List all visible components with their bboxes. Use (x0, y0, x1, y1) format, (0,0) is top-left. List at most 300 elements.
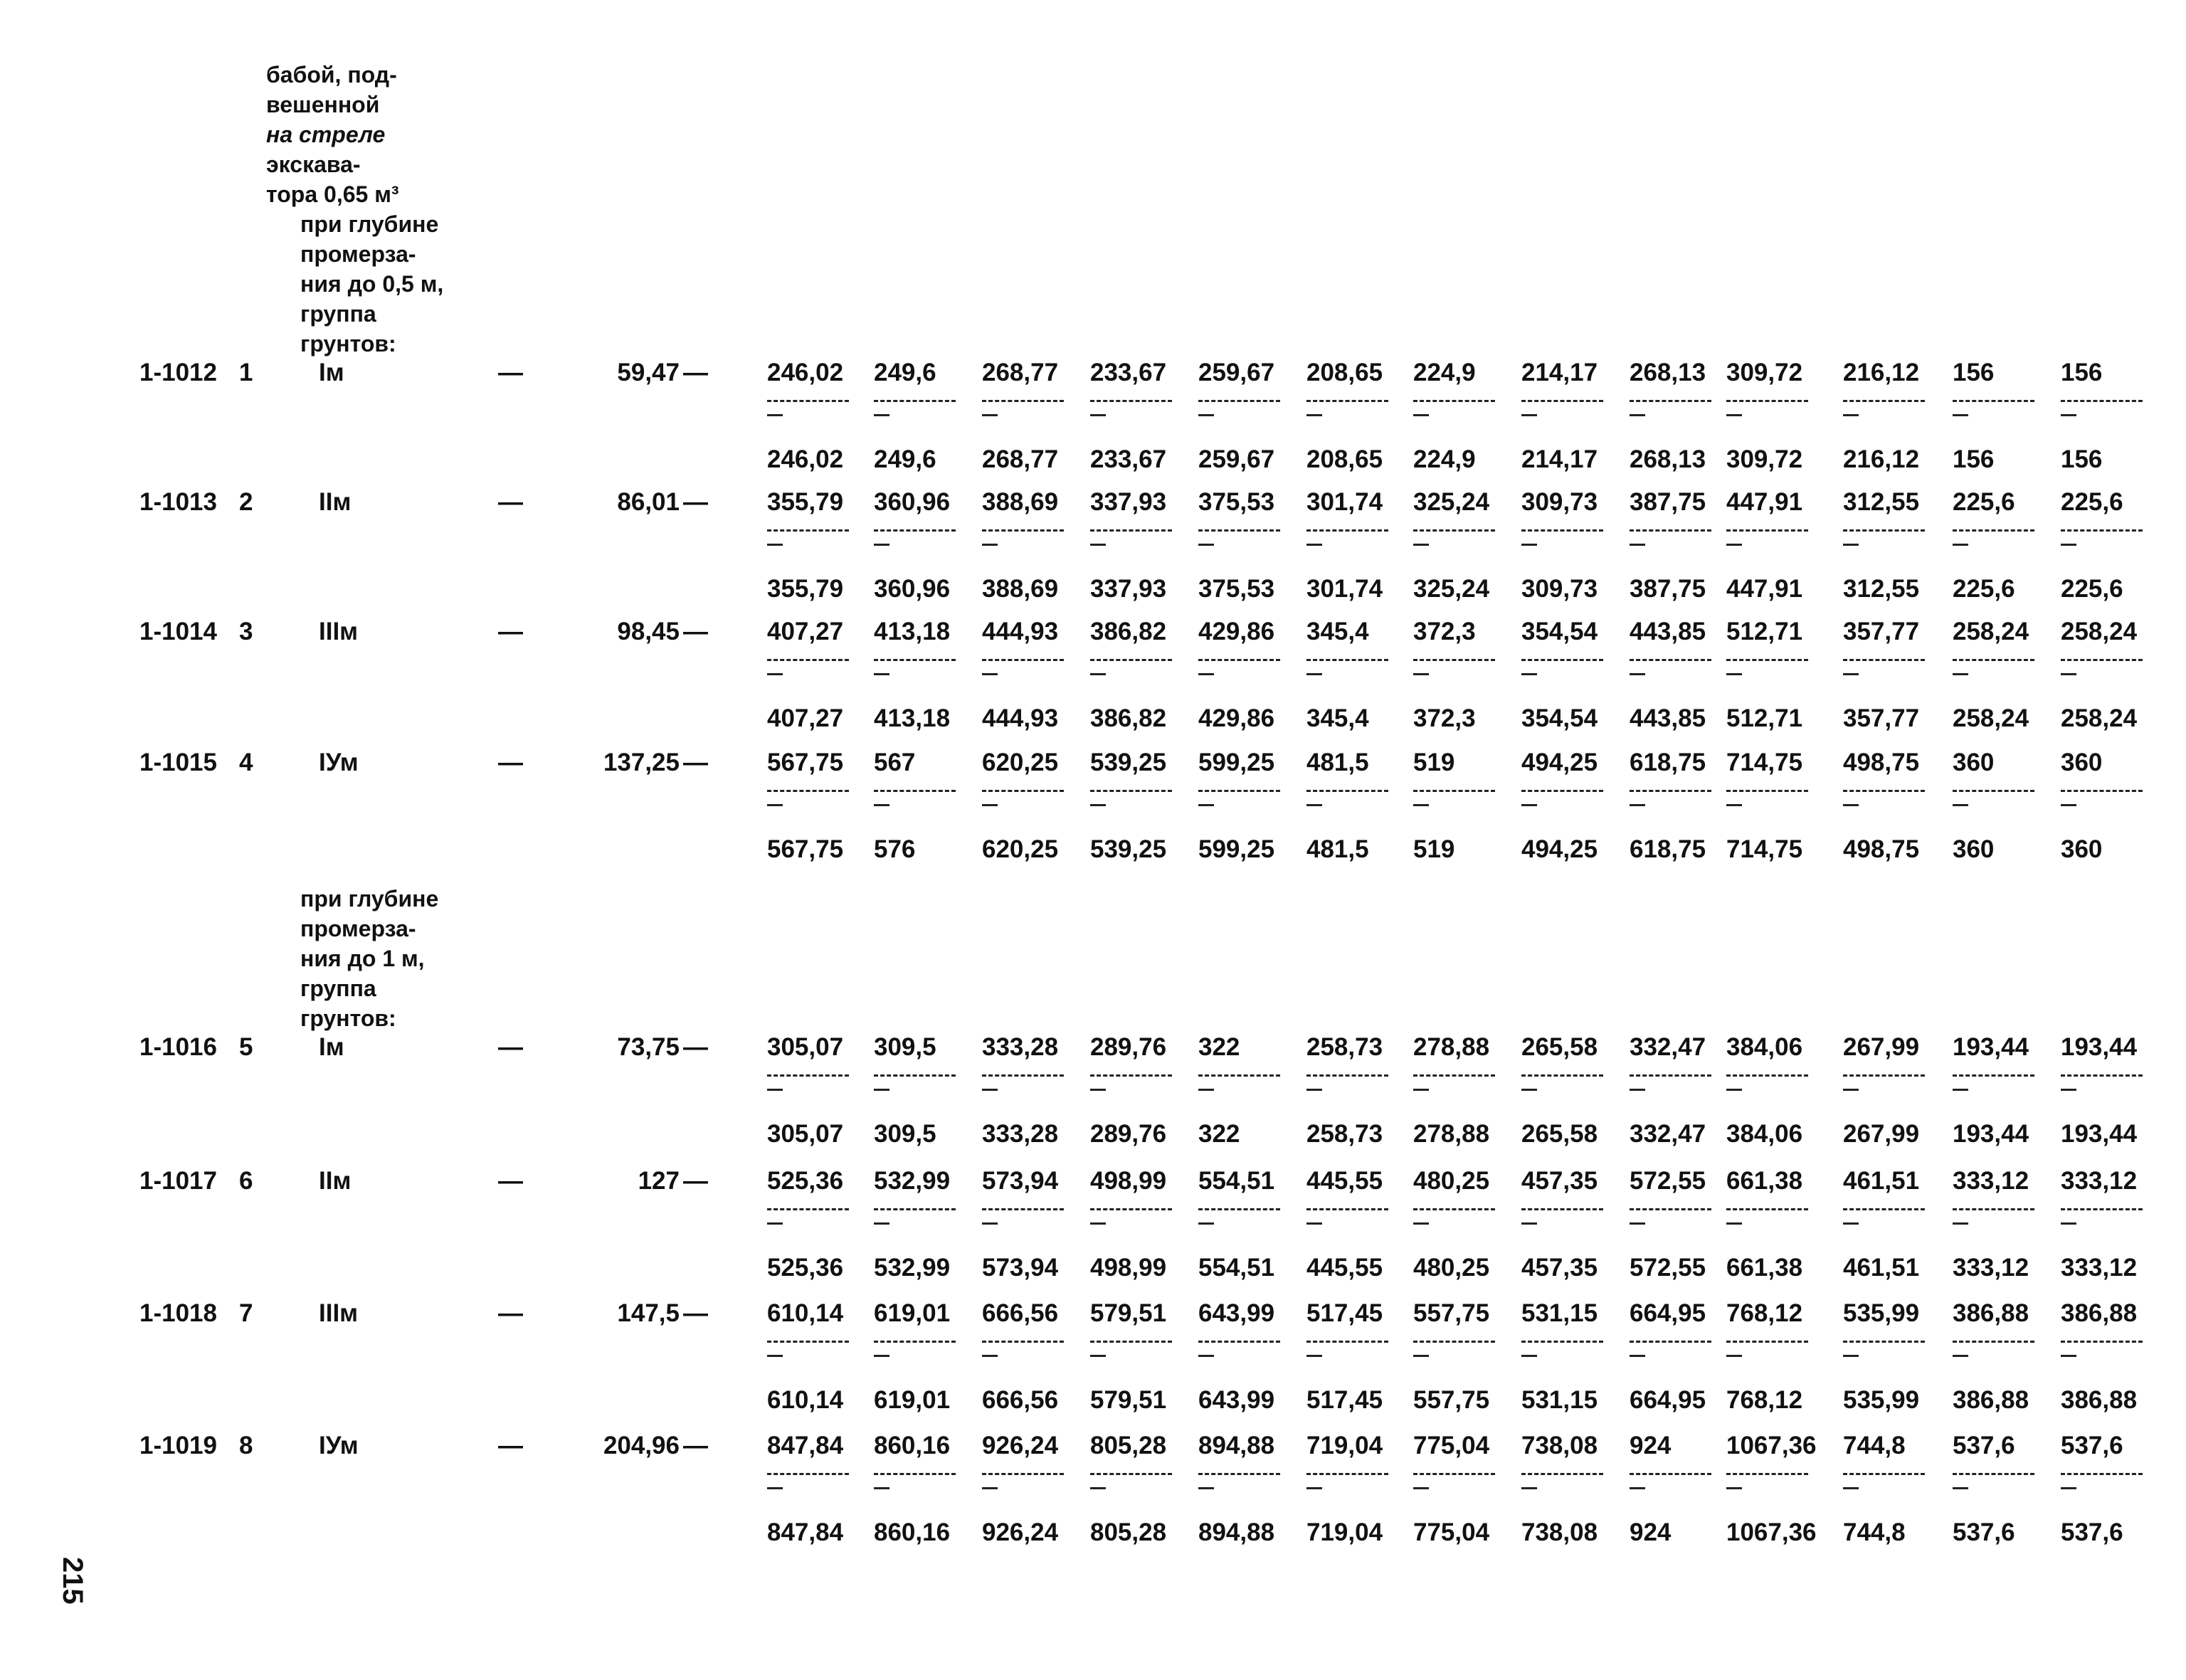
value-cell (982, 1299, 1082, 1435)
fraction-line (982, 1473, 1064, 1475)
cell-numerator: 225,6 (2061, 488, 2123, 516)
cell-numerator: 309,5 (874, 1033, 936, 1061)
cell-numerator: 457,35 (1521, 1167, 1598, 1195)
value-cell (1843, 1299, 1943, 1435)
fraction-line (982, 1074, 1064, 1077)
soil-group: IIIм (319, 618, 359, 645)
fraction-line (1843, 790, 1925, 792)
fraction-line (1413, 1074, 1495, 1077)
value-cell (1521, 749, 1621, 884)
cell-denominator: 539,25 (1090, 835, 1167, 863)
dash-mark (2061, 1222, 2076, 1225)
dash-mark (1413, 1089, 1429, 1091)
dash-mark (874, 1355, 889, 1357)
fraction-line (2061, 1074, 2143, 1077)
cell-denominator: 643,99 (1198, 1386, 1275, 1414)
cell-denominator: 457,35 (1521, 1254, 1598, 1282)
value-cell (767, 1432, 867, 1567)
cell-denominator: 156 (2061, 445, 2103, 473)
cell-denominator: 258,24 (1953, 704, 2029, 732)
value-cell (1953, 1033, 2052, 1168)
cell-numerator: 407,27 (767, 618, 844, 645)
value-cell (767, 1033, 867, 1168)
cell-denominator: 537,6 (2061, 1518, 2123, 1546)
row-dash: — (498, 1167, 523, 1195)
dash-mark (1090, 544, 1106, 546)
cell-numerator: 924 (1630, 1432, 1672, 1459)
fraction-line (767, 529, 849, 532)
row-dash: — (683, 1299, 708, 1327)
dash-mark (2061, 804, 2076, 806)
table-row (0, 1033, 2186, 1168)
row-dash: — (498, 488, 523, 516)
cell-denominator: 233,67 (1090, 445, 1167, 473)
fraction-line (874, 529, 956, 532)
fraction-line (1413, 400, 1495, 402)
fraction-line (1198, 1208, 1280, 1210)
dash-mark (1306, 544, 1322, 546)
cell-denominator: 666,56 (982, 1386, 1059, 1414)
fraction-line (1090, 1074, 1172, 1077)
cell-denominator: 567,75 (767, 835, 844, 863)
value-cell (1306, 1167, 1406, 1302)
cell-numerator: 193,44 (2061, 1033, 2138, 1061)
cell-numerator: 249,6 (874, 359, 936, 386)
fraction-line (1198, 1074, 1280, 1077)
cell-denominator: 517,45 (1306, 1386, 1383, 1414)
fraction-line (1843, 400, 1925, 402)
fraction-line (874, 790, 956, 792)
row-number: 6 (239, 1167, 253, 1195)
dash-mark (1198, 1487, 1214, 1489)
value-cell (1521, 1299, 1621, 1435)
cell-denominator: 860,16 (874, 1518, 951, 1546)
cell-denominator: 525,36 (767, 1254, 844, 1282)
cell-numerator: 386,88 (1953, 1299, 2029, 1327)
soil-group: Iм (319, 359, 344, 386)
fraction-line (982, 659, 1064, 661)
value-cell (1198, 1432, 1298, 1567)
value-cell (1090, 618, 1190, 753)
value-cell (1521, 1432, 1621, 1567)
cell-denominator: 557,75 (1413, 1386, 1490, 1414)
cell-denominator: 847,84 (767, 1518, 844, 1546)
value-cell (2061, 749, 2160, 884)
dash-mark (1198, 414, 1214, 416)
cell-numerator: 539,25 (1090, 749, 1167, 776)
cell-denominator: 354,54 (1521, 704, 1598, 732)
header-line: на стреле (266, 122, 386, 147)
section-line: группа (300, 976, 376, 1001)
fraction-line (1630, 1341, 1711, 1343)
fraction-line (1521, 1074, 1603, 1077)
row-dash: — (683, 749, 708, 776)
header-line: тора 0,65 м³ (266, 181, 399, 207)
cell-numerator: 532,99 (874, 1167, 951, 1195)
dash-mark (1198, 544, 1214, 546)
soil-group: IУм (319, 1432, 359, 1459)
dash-mark (1521, 1355, 1537, 1357)
section-heading-0-5m (300, 209, 443, 359)
cell-numerator: 337,93 (1090, 488, 1167, 516)
dash-mark (1630, 1487, 1645, 1489)
dash-mark (874, 414, 889, 416)
dash-mark (982, 804, 998, 806)
cell-denominator: 719,04 (1306, 1518, 1383, 1546)
fraction-line (1726, 400, 1808, 402)
dash-mark (1090, 1222, 1106, 1225)
fraction-line (1843, 1208, 1925, 1210)
cell-numerator: 498,99 (1090, 1167, 1167, 1195)
cell-denominator: 445,55 (1306, 1254, 1383, 1282)
cell-numerator: 666,56 (982, 1299, 1059, 1327)
dash-mark (1630, 544, 1645, 546)
cell-numerator: 525,36 (767, 1167, 844, 1195)
value-cell (767, 1167, 867, 1302)
cell-numerator: 388,69 (982, 488, 1059, 516)
fraction-line (1306, 790, 1388, 792)
value-cell (1843, 749, 1943, 884)
fraction-line (1413, 790, 1495, 792)
cell-denominator: 576 (874, 835, 916, 863)
fraction-line (874, 1208, 956, 1210)
row-dash: — (498, 359, 523, 386)
dash-mark (1953, 1487, 1968, 1489)
cell-denominator: 775,04 (1413, 1518, 1490, 1546)
cell-numerator: 345,4 (1306, 618, 1369, 645)
cell-numerator: 267,99 (1843, 1033, 1920, 1061)
section-line: грунтов: (300, 1005, 396, 1031)
value-cell (1306, 1033, 1406, 1168)
cell-denominator: 156 (1953, 445, 1995, 473)
value-cell (1306, 488, 1406, 623)
dash-mark (1843, 1355, 1859, 1357)
value-cell (1090, 1033, 1190, 1168)
fraction-line (1521, 400, 1603, 402)
dash-mark (1413, 804, 1429, 806)
dash-mark (1726, 804, 1742, 806)
value-cell (1726, 1299, 1826, 1435)
fraction-line (1198, 400, 1280, 402)
cell-denominator: 357,77 (1843, 704, 1920, 732)
fraction-line (1198, 1341, 1280, 1343)
fraction-line (1521, 529, 1603, 532)
cell-denominator: 259,67 (1198, 445, 1275, 473)
dash-mark (1953, 414, 1968, 416)
cell-numerator: 567 (874, 749, 916, 776)
row-dash: — (683, 618, 708, 645)
cell-numerator: 480,25 (1413, 1167, 1490, 1195)
cell-denominator: 924 (1630, 1518, 1672, 1546)
table-row (0, 359, 2186, 494)
dash-mark (1953, 804, 1968, 806)
cell-denominator: 309,5 (874, 1120, 936, 1148)
value-cell (1630, 749, 1729, 884)
fraction-line (982, 400, 1064, 402)
cell-denominator: 535,99 (1843, 1386, 1920, 1414)
cell-denominator: 519 (1413, 835, 1455, 863)
cell-denominator: 268,77 (982, 445, 1059, 473)
dash-mark (1090, 1089, 1106, 1091)
page-number: 215 (57, 1557, 88, 1605)
fraction-line (1843, 1074, 1925, 1077)
cell-denominator: 345,4 (1306, 704, 1369, 732)
dash-mark (1306, 1487, 1322, 1489)
dash-mark (1953, 1355, 1968, 1357)
cell-numerator: 579,51 (1090, 1299, 1167, 1327)
cell-denominator: 498,75 (1843, 835, 1920, 863)
table-row (0, 1299, 2186, 1435)
dash-mark (1413, 544, 1429, 546)
cell-numerator: 519 (1413, 749, 1455, 776)
cell-denominator: 664,95 (1630, 1386, 1706, 1414)
cell-numerator: 512,71 (1726, 618, 1803, 645)
value-cell (982, 488, 1082, 623)
cell-denominator: 333,28 (982, 1120, 1059, 1148)
cell-numerator: 620,25 (982, 749, 1059, 776)
cell-numerator: 360 (1953, 749, 1995, 776)
value-cell (1630, 1432, 1729, 1567)
dash-mark (982, 673, 998, 675)
value-cell (1953, 1432, 2052, 1567)
row-dash: — (683, 1167, 708, 1195)
value-cell (1198, 749, 1298, 884)
cell-denominator: 224,9 (1413, 445, 1476, 473)
value-cell (1413, 1167, 1513, 1302)
cell-denominator: 267,99 (1843, 1120, 1920, 1148)
cell-numerator: 333,28 (982, 1033, 1059, 1061)
value-cell (767, 749, 867, 884)
cell-denominator: 386,82 (1090, 704, 1167, 732)
dash-mark (1953, 1222, 1968, 1225)
value-cell (1521, 488, 1621, 623)
dash-mark (1630, 804, 1645, 806)
cell-numerator: 610,14 (767, 1299, 844, 1327)
cell-numerator: 258,73 (1306, 1033, 1383, 1061)
cell-denominator: 498,99 (1090, 1254, 1167, 1282)
cell-denominator: 278,88 (1413, 1120, 1490, 1148)
section-line: промерза- (300, 241, 416, 267)
row-number: 1 (239, 359, 253, 386)
value-cell (874, 1033, 973, 1168)
dash-mark (1521, 414, 1537, 416)
value-cell (1521, 1033, 1621, 1168)
cell-denominator: 360 (1953, 835, 1995, 863)
cell-denominator: 1067,36 (1726, 1518, 1817, 1546)
cell-denominator: 619,01 (874, 1386, 951, 1414)
value-cell (1090, 359, 1190, 494)
fraction-line (1726, 1473, 1808, 1475)
cell-denominator: 443,85 (1630, 704, 1706, 732)
cell-numerator: 599,25 (1198, 749, 1275, 776)
dash-mark (1521, 1089, 1537, 1091)
header-line: экскава- (266, 152, 361, 177)
value-cell (1843, 1432, 1943, 1567)
dash-mark (1630, 1222, 1645, 1225)
dash-mark (1090, 1487, 1106, 1489)
table-row (0, 618, 2186, 753)
fraction-line (767, 1074, 849, 1077)
dash-mark (1843, 804, 1859, 806)
cell-denominator: 325,24 (1413, 575, 1490, 603)
cell-denominator: 375,53 (1198, 575, 1275, 603)
cell-numerator: 926,24 (982, 1432, 1059, 1459)
section-line: грунтов: (300, 331, 396, 356)
cell-numerator: 643,99 (1198, 1299, 1275, 1327)
cell-denominator: 537,6 (1953, 1518, 2015, 1546)
dash-mark (1090, 1355, 1106, 1357)
value-cell (1953, 359, 2052, 494)
dash-mark (1198, 1355, 1214, 1357)
base-value: 204,96 (603, 1432, 680, 1459)
fraction-line (1413, 1341, 1495, 1343)
value-cell (1090, 1299, 1190, 1435)
cell-numerator: 325,24 (1413, 488, 1490, 516)
cell-denominator: 268,13 (1630, 445, 1706, 473)
value-cell (982, 1167, 1082, 1302)
fraction-line (1843, 529, 1925, 532)
cell-numerator: 618,75 (1630, 749, 1706, 776)
value-cell (982, 1432, 1082, 1567)
dash-mark (1953, 544, 1968, 546)
fraction-line (1953, 1341, 2034, 1343)
cell-numerator: 333,12 (1953, 1167, 2029, 1195)
fraction-line (1521, 1473, 1603, 1475)
base-value: 147,5 (617, 1299, 680, 1327)
fraction-line (1090, 1208, 1172, 1210)
value-cell (1521, 359, 1621, 494)
cell-numerator: 386,88 (2061, 1299, 2138, 1327)
cell-numerator: 268,13 (1630, 359, 1706, 386)
value-cell (1198, 1299, 1298, 1435)
base-value: 127 (638, 1167, 680, 1195)
dash-mark (1726, 1487, 1742, 1489)
value-cell (874, 618, 973, 753)
fraction-line (1521, 790, 1603, 792)
dash-mark (1521, 1222, 1537, 1225)
cell-numerator: 214,17 (1521, 359, 1598, 386)
fraction-line (1198, 529, 1280, 532)
fraction-line (1521, 1208, 1603, 1210)
dash-mark (2061, 1355, 2076, 1357)
fraction-line (2061, 790, 2143, 792)
dash-mark (1306, 1089, 1322, 1091)
value-cell (1726, 1033, 1826, 1168)
cell-denominator: 225,6 (1953, 575, 2015, 603)
value-cell (1953, 1167, 2052, 1302)
row-number: 2 (239, 488, 253, 516)
value-cell (874, 1299, 973, 1435)
cell-numerator: 216,12 (1843, 359, 1920, 386)
fraction-line (1726, 790, 1808, 792)
value-cell (1198, 488, 1298, 623)
cell-numerator: 768,12 (1726, 1299, 1803, 1327)
value-cell (767, 1299, 867, 1435)
cell-denominator: 620,25 (982, 835, 1059, 863)
fraction-line (1306, 1341, 1388, 1343)
fraction-line (767, 400, 849, 402)
cell-denominator: 480,25 (1413, 1254, 1490, 1282)
value-cell (1843, 1033, 1943, 1168)
fraction-line (1953, 659, 2034, 661)
cell-numerator: 498,75 (1843, 749, 1920, 776)
value-cell (1090, 488, 1190, 623)
cell-denominator: 216,12 (1843, 445, 1920, 473)
fraction-line (1198, 1473, 1280, 1475)
base-value: 98,45 (617, 618, 680, 645)
fraction-line (1090, 659, 1172, 661)
fraction-line (1953, 529, 2034, 532)
cell-numerator: 384,06 (1726, 1033, 1803, 1061)
cell-denominator: 599,25 (1198, 835, 1275, 863)
value-cell (1306, 1432, 1406, 1567)
cell-numerator: 372,3 (1413, 618, 1476, 645)
soil-group: IIм (319, 1167, 352, 1195)
cell-numerator: 357,77 (1843, 618, 1920, 645)
dash-mark (1521, 1487, 1537, 1489)
fraction-line (1953, 400, 2034, 402)
fraction-line (1953, 1208, 2034, 1210)
fraction-line (1306, 400, 1388, 402)
section-line: ния до 0,5 м, (300, 271, 444, 297)
fraction-line (1953, 1074, 2034, 1077)
cell-numerator: 322 (1198, 1033, 1240, 1061)
value-cell (767, 488, 867, 623)
cell-numerator: 744,8 (1843, 1432, 1906, 1459)
dash-mark (1726, 414, 1742, 416)
cell-numerator: 894,88 (1198, 1432, 1275, 1459)
value-cell (1726, 1432, 1826, 1567)
dash-mark (767, 1355, 783, 1357)
cell-numerator: 494,25 (1521, 749, 1598, 776)
cell-numerator: 265,58 (1521, 1033, 1598, 1061)
dash-mark (1521, 804, 1537, 806)
row-number: 4 (239, 749, 253, 776)
row-number: 5 (239, 1033, 253, 1061)
cell-numerator: 805,28 (1090, 1432, 1167, 1459)
dash-mark (1726, 1089, 1742, 1091)
dash-mark (1413, 1355, 1429, 1357)
value-cell (2061, 1033, 2160, 1168)
cell-denominator: 265,58 (1521, 1120, 1598, 1148)
row-code: 1-1018 (139, 1299, 217, 1327)
fraction-line (1843, 1473, 1925, 1475)
value-cell (1090, 1432, 1190, 1567)
cell-denominator: 387,75 (1630, 575, 1706, 603)
fraction-line (2061, 1341, 2143, 1343)
section-line: при глубине (300, 211, 439, 237)
fraction-line (1843, 1341, 1925, 1343)
fraction-line (1630, 659, 1711, 661)
row-code: 1-1017 (139, 1167, 217, 1195)
dash-mark (1413, 1222, 1429, 1225)
value-cell (874, 1432, 973, 1567)
cell-denominator: 333,12 (1953, 1254, 2029, 1282)
value-cell (1953, 488, 2052, 623)
row-dash: — (683, 488, 708, 516)
dash-mark (1843, 1487, 1859, 1489)
dash-mark (1630, 414, 1645, 416)
value-cell (1630, 1033, 1729, 1168)
header-line: вешенной (266, 92, 380, 117)
fraction-line (1306, 1473, 1388, 1475)
dash-mark (1726, 673, 1742, 675)
value-cell (1306, 749, 1406, 884)
row-dash: — (498, 749, 523, 776)
cell-denominator: 258,24 (2061, 704, 2138, 732)
cell-numerator: 413,18 (874, 618, 951, 645)
cell-denominator: 386,88 (2061, 1386, 2138, 1414)
